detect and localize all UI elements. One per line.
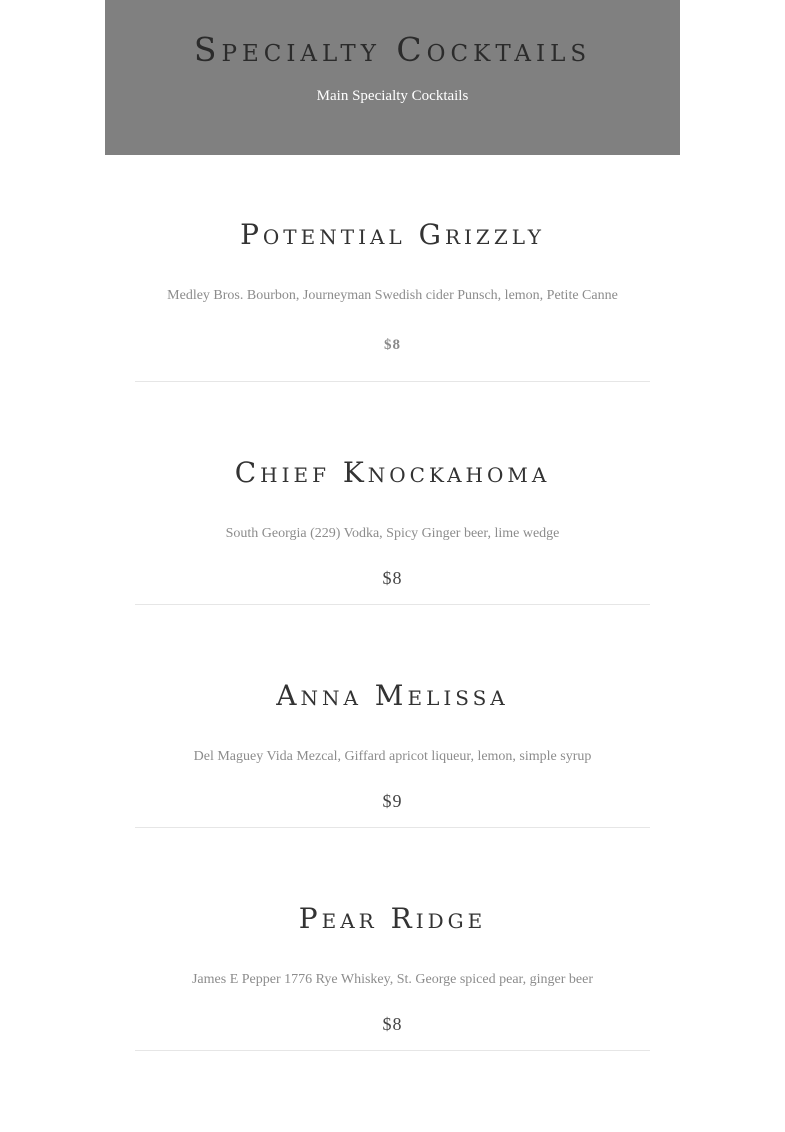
- item-price: $9: [382, 791, 403, 811]
- item-name: Potential Grizzly: [240, 218, 545, 251]
- item-description: Del Maguey Vida Mezcal, Giffard apricot liqueur, lemon, simple syrup: [193, 749, 592, 764]
- menu-item: [135, 828, 650, 1051]
- page-subtitle: Main Specialty Cocktails: [316, 88, 469, 104]
- item-price: $8: [382, 1014, 403, 1034]
- menu-item: [135, 0, 650, 382]
- menu-item: [135, 382, 650, 605]
- item-description: James E Pepper 1776 Rye Whiskey, St. George spiced pear, ginger beer: [191, 972, 593, 987]
- item-name: Pear Ridge: [298, 902, 487, 935]
- item-price: $8: [384, 337, 401, 353]
- item-description: Medley Bros. Bourbon, Journeyman Swedish cider Punsch, lemon, Petite Canne: [167, 288, 618, 303]
- item-name: Chief Knockahoma: [234, 456, 551, 489]
- item-price: $8: [382, 568, 403, 588]
- menu-item: [135, 605, 650, 828]
- item-name: Anna Melissa: [276, 679, 509, 712]
- page-title: Specialty Cocktails: [193, 30, 592, 69]
- item-description: South Georgia (229) Vodka, Spicy Ginger beer, lime wedge: [225, 526, 560, 541]
